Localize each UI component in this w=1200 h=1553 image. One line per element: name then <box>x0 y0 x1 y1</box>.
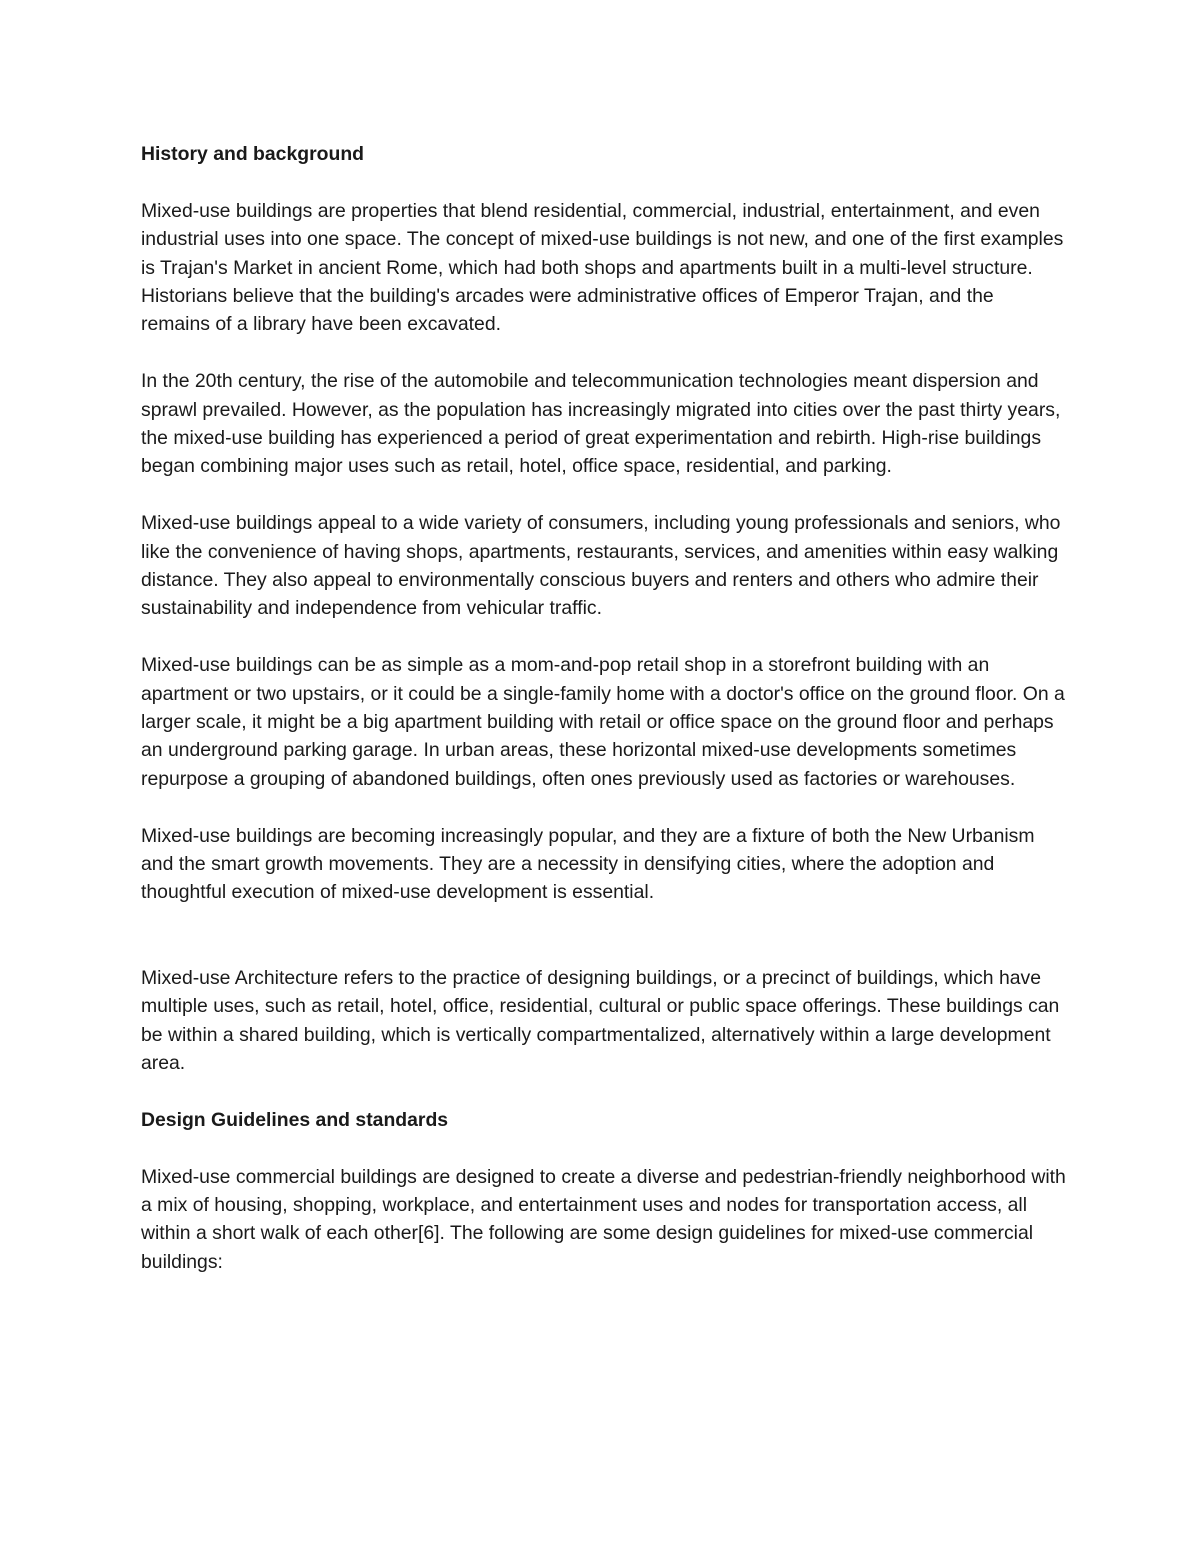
paragraph-mixed-use-definition: Mixed-use buildings are properties that blend residential, commercial, industrial, entertainment, and even industrial uses into one space. The concept of mixed-use buildings is not new, and one of the first examples is Trajan's Market in ancient Rome, which had both shops and apartments built in a multi-level structure. Historians believe that the building's arcades were administrative offices of Emperor Trajan, and the remains of a library have been excavated. <box>141 199 1064 336</box>
spacer <box>141 168 1066 196</box>
document-body <box>141 140 1066 1276</box>
spacer <box>141 907 1066 964</box>
spacer <box>141 623 1066 651</box>
spacer <box>141 1134 1066 1162</box>
paragraph-consumer-appeal: Mixed-use buildings appeal to a wide variety of consumers, including young professionals and seniors, who like the convenience of having shops, apartments, restaurants, services, and amenities within easy walking distance. They also appeal to environmentally conscious buyers and renters and others who admire their sustainability and independence from vehicular traffic. <box>141 512 1061 620</box>
spacer <box>141 339 1066 367</box>
paragraph-20th-century: In the 20th century, the rise of the automobile and telecommunication technologies meant dispersion and sprawl prevailed. However, as the population has increasingly migrated into cities over the past thirty years, the mixed-use building has experienced a period of great experimentation and rebirth. High-rise buildings began combining major uses such as retail, hotel, office space, residential, and parking. <box>141 370 1061 478</box>
spacer <box>141 793 1066 821</box>
section-heading-history: History and background <box>141 143 365 165</box>
paragraph-scale-examples: Mixed-use buildings can be as simple as a mom-and-pop retail shop in a storefront building with an apartment or two upstairs, or it could be a single-family home with a doctor's office on the ground floor. On a larger scale, it might be a big apartment building with retail or office space on the ground floor and perhaps an underground parking garage. In urban areas, these horizontal mixed-use developments sometimes repurpose a grouping of abandoned buildings, often ones previously used as factories or warehouses. <box>141 654 1065 790</box>
spacer <box>141 1077 1066 1105</box>
spacer <box>141 481 1066 509</box>
paragraph-mixed-use-architecture: Mixed-use Architecture refers to the practice of designing buildings, or a precinct of buildings, which have multiple uses, such as retail, hotel, office, residential, cultural or public space offerings. These buildings can be within a shared building, which is vertically compartmentalized, alternatively within a large development area. <box>141 966 1060 1074</box>
paragraph-design-guidelines: Mixed-use commercial buildings are designed to create a diverse and pedestrian-friendly neighborhood with a mix of housing, shopping, workplace, and entertainment uses and nodes for transportation access, all within a short walk of each other[6]. The following are some design guidelines for mixed-use commercial buildings: <box>141 1165 1066 1273</box>
paragraph-popularity: Mixed-use buildings are becoming increasingly popular, and they are a fixture of both the New Urbanism and the smart growth movements. They are a necessity in densifying cities, where the adoption and thoughtful execution of mixed-use development is essential. <box>141 824 1035 904</box>
section-heading-design-guidelines: Design Guidelines and standards <box>141 1108 449 1131</box>
